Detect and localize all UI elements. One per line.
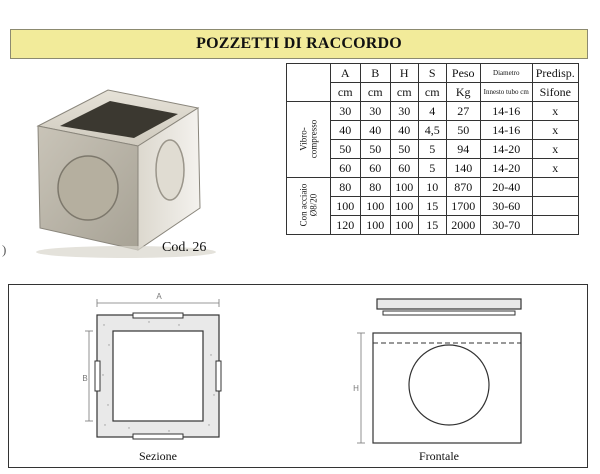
table-row [287, 140, 579, 159]
front-view [353, 299, 521, 443]
front-knockout [58, 156, 118, 220]
table-cell [532, 197, 578, 216]
front-circle [409, 345, 489, 425]
table-cell: x [532, 140, 578, 159]
column-unit: cm [330, 83, 360, 102]
product-photo [16, 68, 238, 260]
side-knockout [156, 140, 184, 200]
table-cell: 4,5 [418, 121, 446, 140]
column-header: H [390, 64, 418, 83]
group-label-line: Ø8/20 [308, 193, 319, 217]
table-row [287, 102, 579, 121]
table-cell: 30 [330, 102, 360, 121]
dim-a-label: A [156, 292, 162, 301]
table-cell: 100 [390, 178, 418, 197]
drawing-svg [9, 285, 589, 469]
table-cell: 10 [418, 178, 446, 197]
table-cell: 40 [330, 121, 360, 140]
edge-mark: ) [2, 242, 7, 257]
group-label-line: compresso [308, 119, 319, 158]
table-cell: 2000 [446, 216, 480, 235]
table-cell: x [532, 121, 578, 140]
table-cell: 30-60 [480, 197, 532, 216]
table-cell: x [532, 102, 578, 121]
group-label [287, 102, 331, 178]
technical-drawing [8, 284, 588, 468]
table-cell: 40 [390, 121, 418, 140]
table-row [287, 121, 579, 140]
table-cell: 14-20 [480, 140, 532, 159]
table-row [287, 197, 579, 216]
title-bar [10, 29, 588, 59]
column-header: B [360, 64, 390, 83]
table-cell: 5 [418, 140, 446, 159]
table-cell: 100 [390, 216, 418, 235]
table-cell: 30 [390, 102, 418, 121]
table-cell: 15 [418, 216, 446, 235]
table-cell: 20-40 [480, 178, 532, 197]
table-cell: 140 [446, 159, 480, 178]
column-header: Diametro [480, 64, 532, 83]
table-cell: 100 [330, 197, 360, 216]
table-row [287, 178, 579, 197]
table-cell: 60 [390, 159, 418, 178]
table-cell: 50 [446, 121, 480, 140]
table-cell: 100 [360, 197, 390, 216]
page-title: POZZETTI DI RACCORDO [196, 35, 402, 52]
column-unit: Sifone [532, 83, 578, 102]
table-row [287, 216, 579, 235]
table-cell: 50 [330, 140, 360, 159]
column-header: Predisp. [532, 64, 578, 83]
table-cell: 100 [390, 197, 418, 216]
header-corner [287, 64, 331, 102]
column-unit: cm [360, 83, 390, 102]
table-cell: 30 [360, 102, 390, 121]
column-unit: Innesto tubo cm [480, 83, 532, 102]
table-cell: 14-16 [480, 102, 532, 121]
column-header: S [418, 64, 446, 83]
dim-b-label: B [82, 374, 88, 383]
table-cell: 50 [360, 140, 390, 159]
table-cell: 100 [360, 216, 390, 235]
table-cell: 14-20 [480, 159, 532, 178]
section-view [82, 292, 221, 439]
table-cell: 4 [418, 102, 446, 121]
dim-h-label: H [353, 384, 359, 393]
table-cell: 5 [418, 159, 446, 178]
table-cell: 15 [418, 197, 446, 216]
table-cell: 870 [446, 178, 480, 197]
table-cell: 30-70 [480, 216, 532, 235]
column-unit: cm [390, 83, 418, 102]
column-header: Peso [446, 64, 480, 83]
table-cell [532, 178, 578, 197]
table-cell: 40 [360, 121, 390, 140]
front-caption: Frontale [419, 449, 459, 463]
product-code: Cod. 26 [162, 240, 207, 255]
table-cell: 120 [330, 216, 360, 235]
section-caption: Sezione [139, 449, 177, 463]
column-header: A [330, 64, 360, 83]
column-unit: Kg [446, 83, 480, 102]
group-label-line: Vibro- [298, 126, 309, 151]
table-cell: 27 [446, 102, 480, 121]
table-cell: x [532, 159, 578, 178]
group-label [287, 178, 331, 235]
table-cell: 80 [360, 178, 390, 197]
table-cell [532, 216, 578, 235]
table-cell: 60 [360, 159, 390, 178]
column-unit: cm [418, 83, 446, 102]
group-label-line: Con acciaio [298, 183, 309, 227]
table-row [287, 159, 579, 178]
table-cell: 50 [390, 140, 418, 159]
table-cell: 1700 [446, 197, 480, 216]
table-cell: 94 [446, 140, 480, 159]
table-cell: 80 [330, 178, 360, 197]
table-cell: 60 [330, 159, 360, 178]
table-cell: 14-16 [480, 121, 532, 140]
spec-table [286, 63, 579, 235]
